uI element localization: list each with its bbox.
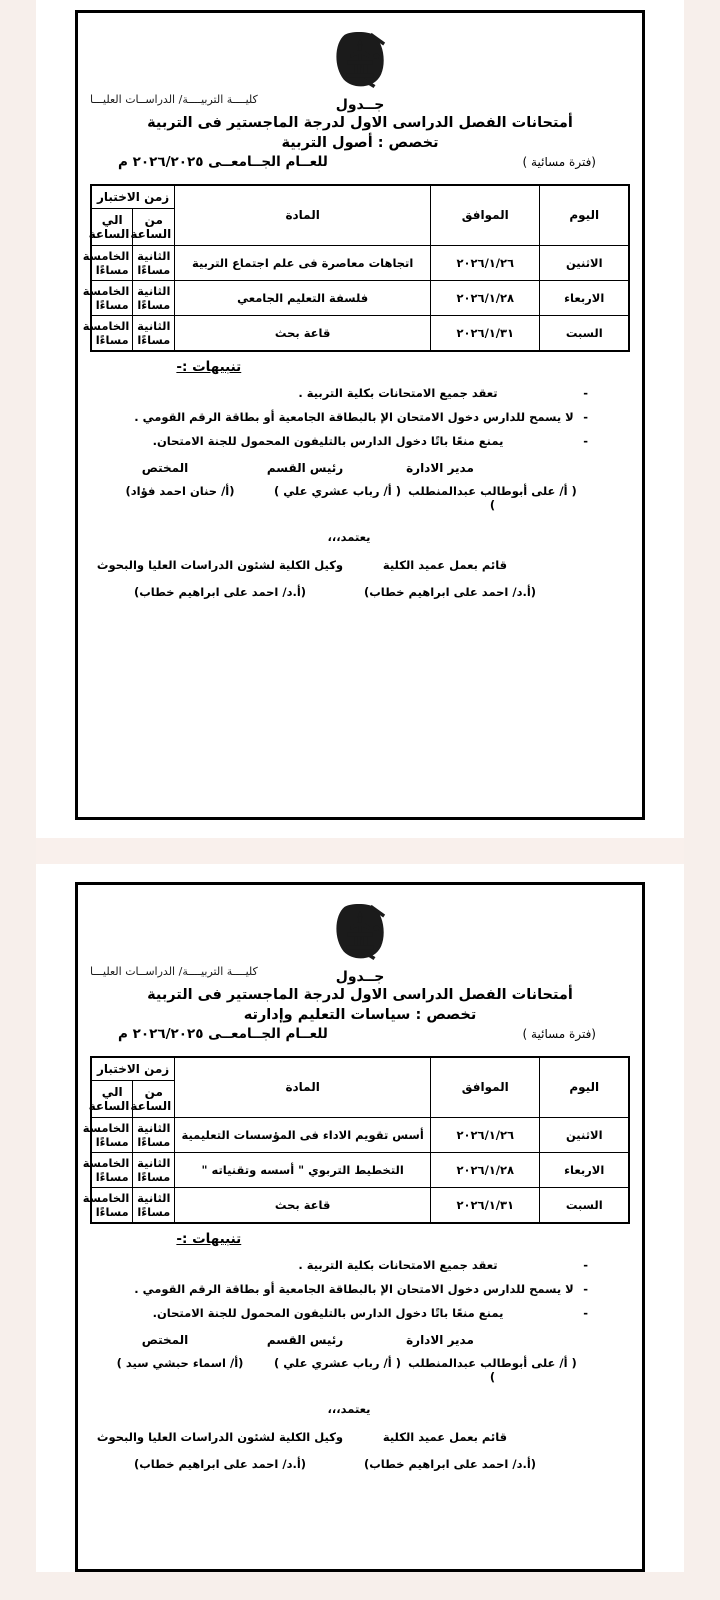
note-text: لا يسمح للدارس دخول الامتحان الإ بالبطاقة الجامعية أو بطاقة الرقم القومي . xyxy=(134,1281,574,1296)
bullet-dash-icon: - xyxy=(583,1305,588,1320)
faculty-line: كليــــة التربيــــة/ الدراســات العليـــا xyxy=(90,965,258,978)
header-from-hour: من الساعة xyxy=(133,1080,175,1117)
header-exam-time-group: زمن الاختبار xyxy=(91,1057,175,1081)
role-acting-dean: قائم بعمل عميد الكلية xyxy=(382,557,508,572)
note-text: لا يسمح للدارس دخول الامتحان الإ بالبطاقة الجامعية أو بطاقة الرقم القومي . xyxy=(134,409,574,424)
table-row xyxy=(91,280,629,315)
table-row xyxy=(91,245,629,280)
exam-period: (فترة مسائية ) xyxy=(522,1026,596,1041)
bullet-dash-icon: - xyxy=(583,433,588,448)
cell-subject: قاعة بحث xyxy=(175,315,431,351)
header-exam-time-group: زمن الاختبار xyxy=(91,185,175,209)
cell-subject: اتجاهات معاصرة فى علم اجتماع التربية xyxy=(175,245,431,280)
logo-row-2 xyxy=(90,895,630,963)
final-names-2 xyxy=(90,1457,630,1471)
cell-from: الثانية مساءًا xyxy=(133,1187,175,1223)
cell-day: الاثنين xyxy=(540,1117,629,1152)
note-item xyxy=(90,381,630,405)
bullet-dash-icon: - xyxy=(583,409,588,424)
cell-subject: التخطيط التربوي " أسسه وتقنياته " xyxy=(175,1152,431,1187)
cell-day: الاربعاء xyxy=(540,280,629,315)
header-day: اليوم xyxy=(540,1057,629,1118)
header-to-hour: الي الساعة xyxy=(91,208,133,245)
cell-day: السبت xyxy=(540,315,629,351)
cell-to: الخامسة مساءًا xyxy=(91,315,133,351)
role-specialist: المختص xyxy=(141,460,189,475)
approval-word: يعتمد،،، xyxy=(327,1401,371,1416)
name-specialist: (أ/ حنان احمد فؤاد) xyxy=(125,483,235,498)
note-text: يمنع منعًا باتًا دخول الدارس بالتليفون المحمول للجنة الامتحان. xyxy=(152,433,504,448)
cell-subject: أسس تقويم الاداء فى المؤسسات التعليمية xyxy=(175,1117,431,1152)
cell-from: الثانية مساءًا xyxy=(133,1152,175,1187)
year-row-2 xyxy=(90,1026,630,1044)
schedule-word: جــدول xyxy=(335,97,385,113)
approval-word: يعتمد،،، xyxy=(327,529,371,544)
final-roles-2 xyxy=(90,1430,630,1444)
page-canvas-1 xyxy=(36,0,684,838)
name-department-head: ( أ/ رباب عشري علي ) xyxy=(274,483,401,498)
signature-names-1 xyxy=(90,484,630,512)
name-admin-director: ( أ/ على أبوطالب عبدالمنطلب ) xyxy=(408,1355,577,1384)
cell-to: الخامسة مساءًا xyxy=(91,1117,133,1152)
table-header-group-row xyxy=(91,185,629,209)
cell-date: ٢٠٢٦/١/٢٦ xyxy=(431,1117,540,1152)
table-header-group-row xyxy=(91,1057,629,1081)
final-roles-1 xyxy=(90,558,630,572)
table-row xyxy=(91,315,629,351)
cell-day: الاثنين xyxy=(540,245,629,280)
signature-roles-2 xyxy=(90,1333,630,1347)
document-title: أمتحانات الفصل الدراسى الاول لدرجة الماجستير فى التربية xyxy=(147,115,573,132)
cell-from: الثانية مساءًا xyxy=(133,245,175,280)
cell-to: الخامسة مساءًا xyxy=(91,1152,133,1187)
note-item xyxy=(90,1253,630,1277)
note-item xyxy=(90,1277,630,1301)
table-row xyxy=(91,1152,629,1187)
title-block-1 xyxy=(90,96,630,172)
note-text: تعقد جميع الامتحانات بكلية التربية . xyxy=(298,385,498,400)
cell-day: الاربعاء xyxy=(540,1152,629,1187)
name-acting-dean: (أ.د/ احمد على ابراهيم خطاب) xyxy=(363,584,537,599)
bullet-dash-icon: - xyxy=(583,1281,588,1296)
name-specialist: (أ/ اسماء حبشي سيد ) xyxy=(116,1355,244,1370)
role-vice-dean: وكيل الكلية لشئون الدراسات العليا والبحوث xyxy=(96,1429,344,1444)
role-department-head: رئيس القسم xyxy=(266,460,344,475)
notes-list-1 xyxy=(90,381,630,453)
notes-heading-row xyxy=(90,1228,630,1247)
exam-schedule-table-1 xyxy=(82,184,630,352)
logo-row-1 xyxy=(90,23,630,91)
academic-year: للعــام الجــامعــى ٢٠٢٦/٢٠٢٥ م xyxy=(118,153,328,170)
cell-from: الثانية مساءًا xyxy=(133,280,175,315)
header-from-hour: من الساعة xyxy=(133,208,175,245)
page-separator xyxy=(36,838,684,864)
cell-from: الثانية مساءًا xyxy=(133,1117,175,1152)
cell-day: السبت xyxy=(540,1187,629,1223)
document-title: أمتحانات الفصل الدراسى الاول لدرجة الماجستير فى التربية xyxy=(147,987,573,1004)
role-admin-director: مدير الادارة xyxy=(406,460,474,475)
final-names-1 xyxy=(90,585,630,599)
cell-to: الخامسة مساءًا xyxy=(91,1187,133,1223)
specialization: تخصص : أصول التربية xyxy=(281,134,439,151)
cell-from: الثانية مساءًا xyxy=(133,315,175,351)
cell-to: الخامسة مساءًا xyxy=(91,245,133,280)
year-row-1 xyxy=(90,154,630,172)
cell-subject: قاعة بحث xyxy=(175,1187,431,1223)
role-acting-dean: قائم بعمل عميد الكلية xyxy=(382,1429,508,1444)
header-subject: المادة xyxy=(175,1057,431,1118)
academic-year: للعــام الجــامعــى ٢٠٢٦/٢٠٢٥ م xyxy=(118,1025,328,1042)
note-item xyxy=(90,429,630,453)
name-vice-dean: (أ.د/ احمد على ابراهيم خطاب) xyxy=(133,1456,307,1471)
header-to-hour: الي الساعة xyxy=(91,1080,133,1117)
role-admin-director: مدير الادارة xyxy=(406,1332,474,1347)
exam-schedule-sheet-1 xyxy=(75,10,645,820)
exam-schedule-sheet-2 xyxy=(75,882,645,1572)
role-specialist: المختص xyxy=(141,1332,189,1347)
role-vice-dean: وكيل الكلية لشئون الدراسات العليا والبحوث xyxy=(96,557,344,572)
signature-roles-1 xyxy=(90,461,630,475)
note-text: يمنع منعًا باتًا دخول الدارس بالتليفون المحمول للجنة الامتحان. xyxy=(152,1305,504,1320)
cell-date: ٢٠٢٦/١/٢٨ xyxy=(431,1152,540,1187)
cell-date: ٢٠٢٦/١/٢٦ xyxy=(431,245,540,280)
notes-heading: تنبيهات :- xyxy=(176,1230,242,1247)
bullet-dash-icon: - xyxy=(583,1257,588,1272)
notes-heading: تنبيهات :- xyxy=(176,358,242,375)
page-canvas-2 xyxy=(36,864,684,1572)
cell-date: ٢٠٢٦/١/٣١ xyxy=(431,315,540,351)
exam-period: (فترة مسائية ) xyxy=(522,154,596,169)
notes-heading-row xyxy=(90,356,630,375)
table-row xyxy=(91,1187,629,1223)
university-logo-icon xyxy=(331,29,389,91)
cell-subject: فلسفة التعليم الجامعي xyxy=(175,280,431,315)
name-acting-dean: (أ.د/ احمد على ابراهيم خطاب) xyxy=(363,1456,537,1471)
specialization: تخصص : سياسات التعليم وإدارته xyxy=(243,1006,477,1023)
header-date: الموافق xyxy=(431,1057,540,1118)
name-admin-director: ( أ/ على أبوطالب عبدالمنطلب ) xyxy=(408,483,577,512)
schedule-word: جــدول xyxy=(335,969,385,985)
title-block-2 xyxy=(90,968,630,1044)
note-item xyxy=(90,1301,630,1325)
name-vice-dean: (أ.د/ احمد على ابراهيم خطاب) xyxy=(133,584,307,599)
cell-to: الخامسة مساءًا xyxy=(91,280,133,315)
cell-date: ٢٠٢٦/١/٣١ xyxy=(431,1187,540,1223)
exam-schedule-table-2 xyxy=(82,1056,630,1224)
note-item xyxy=(90,405,630,429)
faculty-line: كليــــة التربيــــة/ الدراســات العليـــا xyxy=(90,93,258,106)
cell-date: ٢٠٢٦/١/٢٨ xyxy=(431,280,540,315)
header-subject: المادة xyxy=(175,185,431,246)
note-text: تعقد جميع الامتحانات بكلية التربية . xyxy=(298,1257,498,1272)
name-department-head: ( أ/ رباب عشري علي ) xyxy=(274,1355,401,1370)
role-department-head: رئيس القسم xyxy=(266,1332,344,1347)
notes-list-2 xyxy=(90,1253,630,1325)
signature-names-2 xyxy=(90,1356,630,1384)
table-row xyxy=(91,1117,629,1152)
header-day: اليوم xyxy=(540,185,629,246)
bullet-dash-icon: - xyxy=(583,385,588,400)
university-logo-icon xyxy=(331,901,389,963)
header-date: الموافق xyxy=(431,185,540,246)
